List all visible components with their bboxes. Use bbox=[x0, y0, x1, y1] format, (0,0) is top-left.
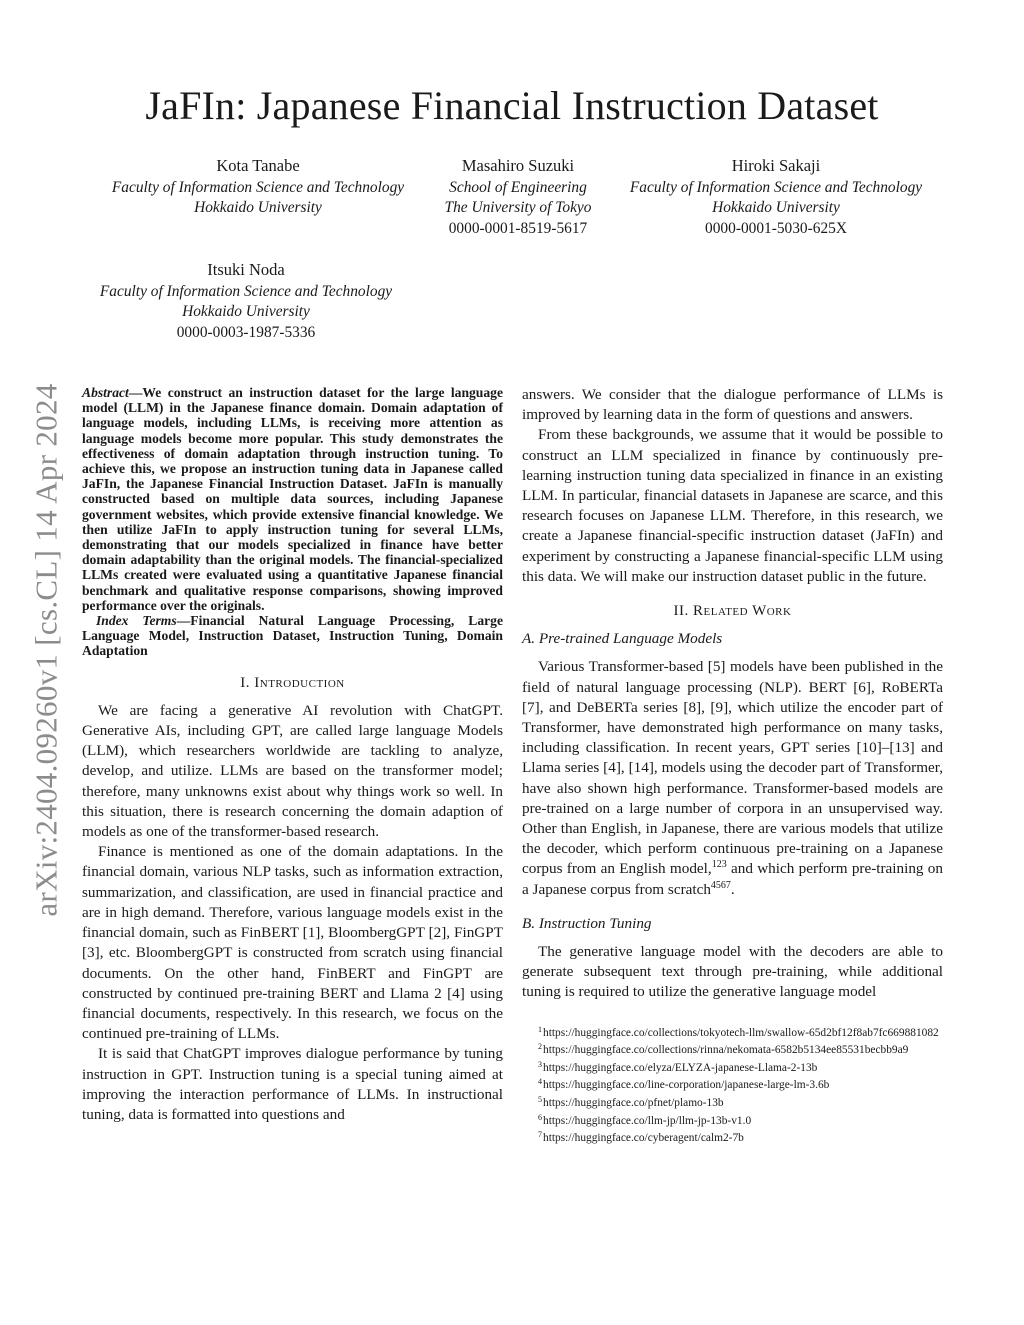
footnote bbox=[522, 1023, 943, 1041]
footnote-number: 2 bbox=[538, 1042, 542, 1052]
footnote bbox=[522, 1128, 943, 1146]
author-orcid: 0000-0003-1987-5336 bbox=[176, 323, 316, 341]
intro-paragraph-3: It is said that ChatGPT improves dialogue performance by tuning instruction in GPT. Instruction tuning is a special tuning aimed at improving the interaction performance of LLMs. In instructional tuning, data is formatted into questions and bbox=[82, 1045, 503, 1123]
author-affiliation: Faculty of Information Science and Technology bbox=[99, 282, 393, 300]
author-affiliation: Faculty of Information Science and Technology bbox=[629, 178, 923, 196]
intro-paragraph-2: Finance is mentioned as one of the domain adaptations. In the financial domain, various NLP tasks, such as information extraction, summarization, and classification, are used in financial practice and are in high demand. Therefore, various language models exist in the financial domain, such as FinBERT [1], BloombergGPT [2], FinGPT [3], etc. BloombergGPT is constructed from scratch using financial documents. On the other hand, FinBERT and FinGPT are constructed by continued pre-training BERT and Llama 2 [4] using financial documents, respectively. In this research, we focus on the continued pre-training of LLMs. bbox=[82, 843, 503, 1043]
related-text-a-mid: and which perform pre-training on a Japanese corpus from scratch bbox=[522, 860, 943, 898]
footnote-number: 3 bbox=[538, 1059, 542, 1069]
footnote bbox=[522, 1040, 943, 1058]
author-orcid: 0000-0001-5030-625X bbox=[705, 219, 847, 237]
footnote-link[interactable]: https://huggingface.co/line-corporation/japanese-large-lm-3.6b bbox=[543, 1079, 830, 1092]
author-block bbox=[606, 156, 946, 239]
footnote-marker: 123 bbox=[711, 859, 727, 871]
footnote bbox=[522, 1058, 943, 1076]
section-heading-introduction: I. Introduction bbox=[240, 674, 345, 691]
author-affiliation: Faculty of Information Science and Technology bbox=[111, 178, 405, 196]
footnote-number: 1 bbox=[538, 1024, 542, 1034]
abstract-paragraph bbox=[82, 385, 503, 613]
arxiv-stamp-text: arXiv:2404.09260v1 [cs.CL] 14 Apr 2024 bbox=[29, 383, 64, 917]
intro-paragraph-4: From these backgrounds, we assume that it would be possible to construct an LLM specialized in finance by continuously pre-learning instruction tuning data specialized in finance in an existing LLM. In particular, financial datasets in Japanese are scarce, and this research focuses on Japanese LLM. Therefore, in this research, we create a Japanese financial-specific instruction dataset (JaFIn) and experiment by constructing a Japanese financial-specific LLM using this data. We will make our instruction dataset public in the future. bbox=[522, 426, 943, 585]
intro-paragraph-3-continued: answers. We consider that the dialogue performance of LLMs is improved by learning data in the form of questions and answers. bbox=[522, 386, 943, 424]
author-institution: Hokkaido University bbox=[182, 303, 310, 320]
author-block bbox=[428, 156, 608, 239]
footnote bbox=[522, 1093, 943, 1111]
author-name: Kota Tanabe bbox=[216, 156, 300, 175]
index-terms bbox=[82, 613, 503, 659]
footnote-number: 4 bbox=[538, 1077, 542, 1087]
author-institution: Hokkaido University bbox=[712, 199, 840, 216]
subsection-heading-pretrained: A. Pre-trained Language Models bbox=[522, 630, 723, 648]
footnote-number: 6 bbox=[538, 1112, 542, 1122]
left-column bbox=[82, 385, 503, 1125]
author-name: Itsuki Noda bbox=[207, 260, 285, 279]
author-affiliation: School of Engineering bbox=[449, 178, 587, 196]
paper-title: JaFIn: Japanese Financial Instruction Dataset bbox=[145, 83, 879, 128]
footnote-link[interactable]: https://huggingface.co/collections/tokyotech-llm/swallow-65d2bf12f8ab7fc669881082 bbox=[543, 1026, 939, 1039]
footnote-link[interactable]: https://huggingface.co/llm-jp/llm-jp-13b-v1.0 bbox=[543, 1114, 752, 1127]
footnote-number: 7 bbox=[538, 1130, 542, 1140]
related-text-a: Various Transformer-based [5] models have been published in the field of natural language processing (NLP). BERT [6], RoBERTa [7], and DeBERTa series [8], [9], which utilize the encoder part of Transformer, have demonstrated high performance on many tasks, including classification. In recent years, GPT series [10]–[13] and Llama series [4], [14], models using the decoder part of Transformer, have also shown high performance. Transformer-based models are pre-trained on a large number of corpora in an unsupervised way. Other than English, in Japanese, there are various models that utilize the decoder, which perform continuous pre-training on a Japanese corpus from an English model, bbox=[522, 658, 943, 878]
abstract bbox=[82, 385, 503, 659]
footnote-link[interactable]: https://huggingface.co/pfnet/plamo-13b bbox=[543, 1097, 724, 1110]
footnote bbox=[522, 1075, 943, 1093]
author-block bbox=[88, 156, 428, 219]
subsection-heading-instruction-tuning: B. Instruction Tuning bbox=[522, 914, 652, 932]
footnotes bbox=[522, 1023, 943, 1146]
abstract-label: Abstract bbox=[82, 385, 129, 400]
footnote-link[interactable]: https://huggingface.co/cyberagent/calm2-7b bbox=[543, 1132, 744, 1145]
footnote bbox=[522, 1111, 943, 1129]
footnote-number: 5 bbox=[538, 1095, 542, 1105]
related-paragraph-b: The generative language model with the decoders are able to generate subsequent text through pre-training, while additional tuning is required to utilize the generative language model bbox=[522, 943, 943, 1001]
right-column bbox=[522, 385, 943, 1146]
section-heading-related-work: II. Related Work bbox=[673, 603, 792, 620]
author-name: Hiroki Sakaji bbox=[731, 156, 821, 175]
arxiv-stamp bbox=[22, 355, 72, 945]
author-institution: Hokkaido University bbox=[194, 199, 322, 216]
related-text-a-end: . bbox=[730, 880, 735, 898]
index-terms-label: Index Terms bbox=[96, 613, 177, 629]
related-paragraph-a bbox=[522, 657, 943, 899]
author-block bbox=[76, 260, 416, 343]
intro-paragraph-1: We are facing a generative AI revolution with ChatGPT. Generative AIs, including GPT, are called large language Models (LLM), which researchers worldwide are tackling to analyze, develop, and utilize. LLMs are based on the transformer model; therefore, many unknowns exist about why things work so well. In this situation, there is research concerning the domain adaption of models as one of the transformer-based research. bbox=[82, 701, 503, 841]
abstract-text: —We construct an instruction dataset for the large language model (LLM) in the Japanese finance domain. Domain adaptation of language models, including LLMs, is receiving more attention as language models become more popular. This study demonstrates the effectiveness of domain adaptation through instruction tuning. To achieve this, we propose an instruction tuning data in Japanese called JaFIn, the Japanese Financial Instruction Dataset. JaFIn is manually constructed based on multiple data sources, including Japanese government websites, which provide extensive financial knowledge. We then utilize JaFIn to apply instruction tuning for several LLMs, demonstrating that our models specialized in finance have better domain adaptability than the original models. The financial-specialized LLMs created were evaluated using a quantitative Japanese financial benchmark and qualitative response comparisons, showing improved performance over the originals. bbox=[82, 385, 503, 613]
author-name: Masahiro Suzuki bbox=[461, 156, 575, 175]
footnote-link[interactable]: https://huggingface.co/elyza/ELYZA-japanese-Llama-2-13b bbox=[543, 1061, 818, 1074]
footnote-marker: 4567 bbox=[710, 879, 731, 891]
author-orcid: 0000-0001-8519-5617 bbox=[448, 219, 588, 237]
index-terms-text: —Financial Natural Language Processing, Large Language Model, Instruction Dataset, Instruction Tuning, Domain Adaptation bbox=[82, 613, 503, 659]
footnote-link[interactable]: https://huggingface.co/collections/rinna/nekomata-6582b5134ee85531becbb9a9 bbox=[543, 1044, 909, 1057]
author-institution: The University of Tokyo bbox=[444, 199, 592, 216]
